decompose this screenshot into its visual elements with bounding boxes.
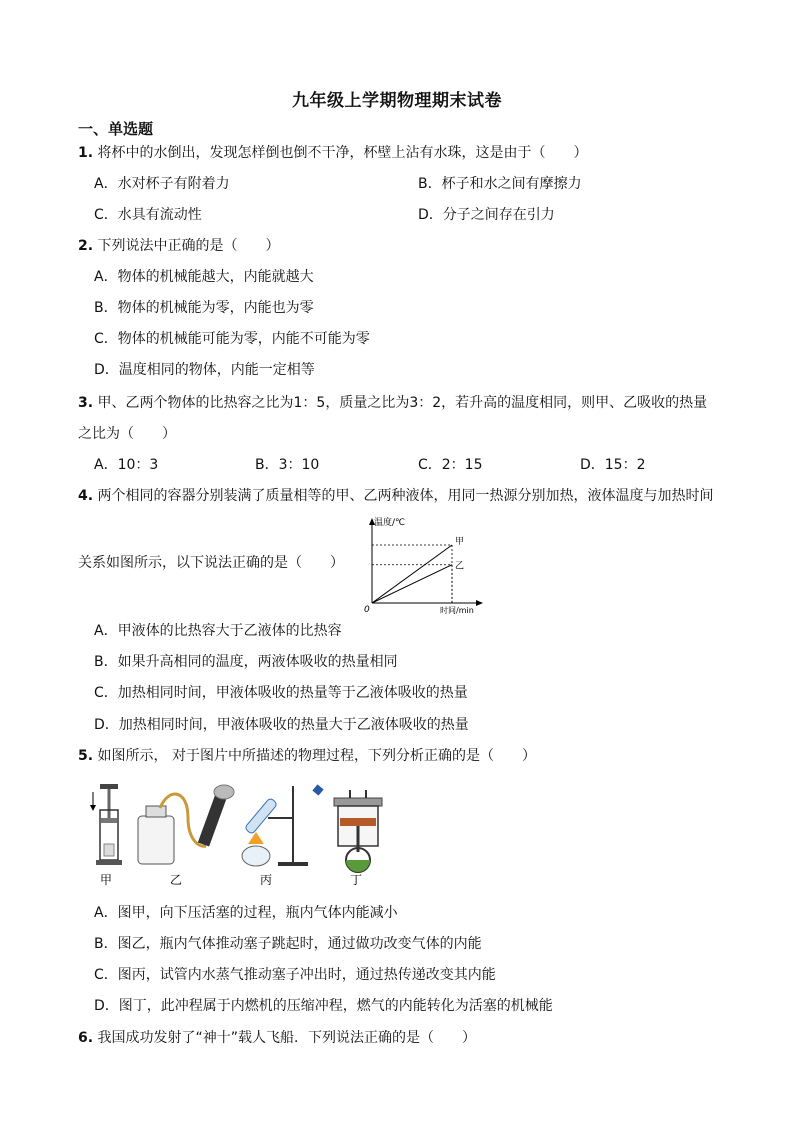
question-number: 1. xyxy=(78,145,94,161)
x-axis-label: 时间/min xyxy=(440,606,474,615)
figure-label-bing: 丙 xyxy=(260,873,273,887)
option-a: A．水对杯子有附着力 xyxy=(94,176,230,192)
question-6 xyxy=(78,1029,476,1047)
option-d: D．温度相同的物体，内能一定相等 xyxy=(94,362,315,378)
option-c: C．水具有流动性 xyxy=(94,207,202,223)
option-b: B．图乙，瓶内气体推动塞子跳起时，通过做功改变气体的内能 xyxy=(94,936,482,952)
figure-label-ding: 丁 xyxy=(350,873,363,887)
question-stem-continued: 之比为（ ） xyxy=(78,426,176,442)
option-b: B．物体的机械能为零，内能也为零 xyxy=(94,300,314,316)
option-b: B．杯子和水之间有摩擦力 xyxy=(418,176,582,192)
option-b: B．如果升高相同的温度，两液体吸收的热量相同 xyxy=(94,654,398,670)
question-stem: 我国成功发射了“神十”载人飞船．下列说法正确的是（ ） xyxy=(97,1030,477,1046)
series-label: 甲 xyxy=(455,537,465,547)
option-c: C．物体的机械能可能为零，内能不可能为零 xyxy=(94,331,370,347)
option-c: C．2：15 xyxy=(418,457,483,473)
question-number: 2. xyxy=(78,238,94,254)
question-4 xyxy=(78,487,714,505)
option-a: A．10：3 xyxy=(94,457,159,473)
figure-label-yi: 乙 xyxy=(170,873,183,887)
question-number: 6. xyxy=(78,1030,94,1046)
option-c: C．图丙，试管内水蒸气推动塞子冲出时，通过热传递改变其内能 xyxy=(94,967,496,983)
figure-jia-piston-cylinder xyxy=(90,784,122,865)
option-d: D．15：2 xyxy=(580,457,646,473)
option-d: D．加热相同时间，甲液体吸收的热量大于乙液体吸收的热量 xyxy=(94,717,469,733)
question-5 xyxy=(78,747,536,765)
question-stem-continued: 关系如图所示，以下说法正确的是（ ） xyxy=(78,555,344,571)
figure-label-jia: 甲 xyxy=(100,873,113,887)
x-axis-arrow xyxy=(476,600,483,606)
temperature-time-chart xyxy=(360,515,490,615)
section-heading: 一、单选题 xyxy=(78,120,154,138)
origin-label: 0 xyxy=(364,605,370,615)
series-line-jia xyxy=(372,545,452,603)
series-line-yi xyxy=(372,565,452,603)
option-b: B．3：10 xyxy=(255,457,320,473)
option-c: C．加热相同时间，甲液体吸收的热量等于乙液体吸收的热量 xyxy=(94,685,468,701)
figure-ding-engine-cylinder xyxy=(334,790,382,872)
question-stem: 将杯中的水倒出，发现怎样倒也倒不干净，杯壁上沾有水珠，这是由于（ ） xyxy=(97,145,588,161)
question-number: 3. xyxy=(78,395,94,411)
series-label: 乙 xyxy=(455,561,465,572)
option-a: A．甲液体的比热容大于乙液体的比热容 xyxy=(94,623,342,639)
question-number: 5. xyxy=(78,748,94,764)
option-a: A．物体的机械能越大，内能就越大 xyxy=(94,269,314,285)
figure-bing-test-tube-heating xyxy=(242,784,324,866)
option-a: A．图甲，向下压活塞的过程，瓶内气体内能减小 xyxy=(94,905,398,921)
question-stem: 下列说法中正确的是（ ） xyxy=(97,238,280,254)
figure-yi-bottle-pump xyxy=(138,785,234,864)
physics-process-figure xyxy=(88,778,398,890)
y-axis-label: 温度/℃ xyxy=(374,518,406,528)
question-stem: 甲、乙两个物体的比热容之比为1：5，质量之比为3：2，若升高的温度相同，则甲、乙吸收的热量 xyxy=(97,395,708,411)
question-stem: 如图所示， 对于图片中所描述的物理过程，下列分析正确的是（ ） xyxy=(97,748,536,764)
question-1 xyxy=(78,144,588,162)
option-d: D．图丁，此冲程属于内燃机的压缩冲程，燃气的内能转化为活塞的机械能 xyxy=(94,998,553,1014)
question-2 xyxy=(78,237,280,255)
page-title: 九年级上学期物理期末试卷 xyxy=(292,91,502,111)
question-number: 4. xyxy=(78,488,94,504)
question-stem: 两个相同的容器分别装满了质量相等的甲、乙两种液体，用同一热源分别加热，液体温度与加热时间 xyxy=(97,488,714,504)
option-d: D．分子之间存在引力 xyxy=(418,207,555,223)
question-3 xyxy=(78,394,707,412)
